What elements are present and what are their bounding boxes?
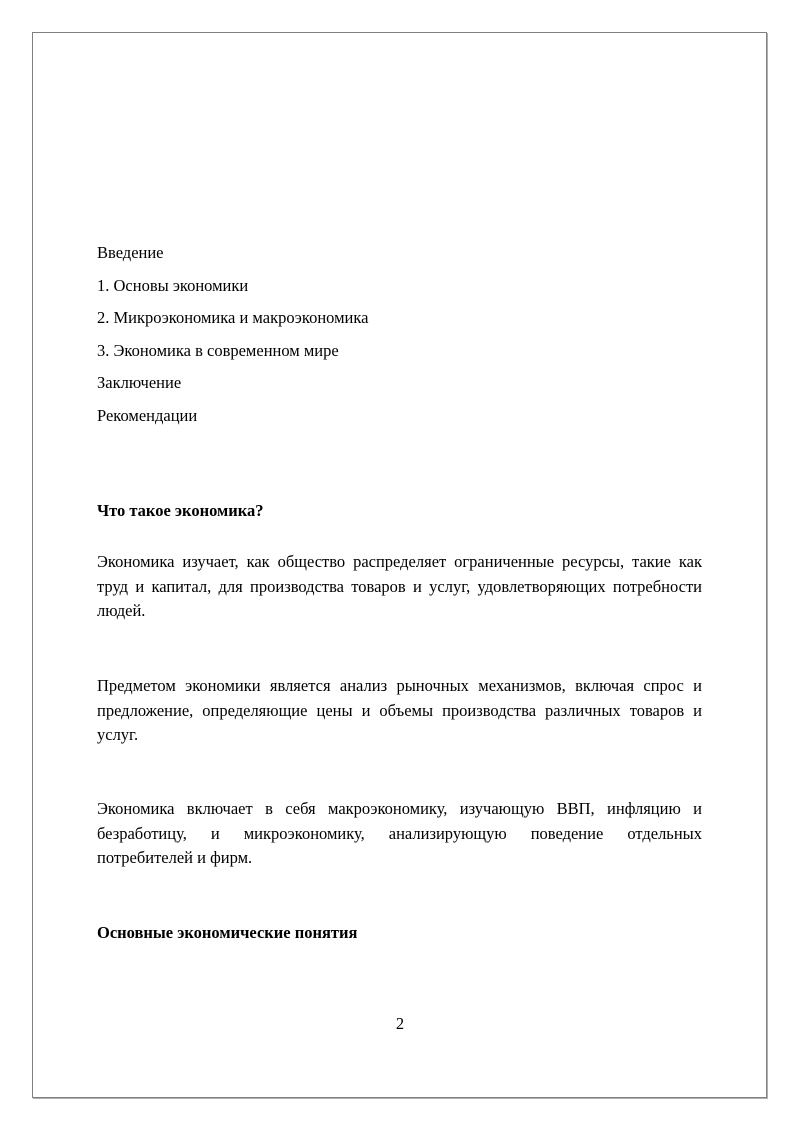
toc-item: 3. Экономика в современном мире — [97, 340, 339, 360]
section-heading: Что такое экономика? — [97, 501, 264, 520]
paragraph: Экономика включает в себя макроэкономику, изучающую ВВП, инфляцию и безработицу, и микроэкономику, анализирующую поведение отдельных потребителей и фирм. — [97, 799, 702, 867]
paragraph: Экономика изучает, как общество распределяет ограниченные ресурсы, такие как труд и капитал, для производства товаров и услуг, удовлетворяющих потребности людей. — [97, 552, 702, 620]
toc-item: 1. Основы экономики — [97, 275, 249, 295]
page-number: 2 — [395, 1014, 405, 1033]
paragraph: Предметом экономики является анализ рыночных механизмов, включая спрос и предложение, определяющие цены и объемы производства различных товаров и услуг. — [97, 676, 702, 744]
table-of-contents — [97, 243, 702, 438]
toc-item: Заключение — [97, 373, 182, 392]
section-heading: Основные экономические понятия — [97, 923, 358, 942]
toc-item: 2. Микроэкономика и макроэкономика — [97, 308, 369, 327]
toc-item: Введение — [97, 243, 164, 262]
toc-item: Рекомендации — [97, 405, 198, 425]
